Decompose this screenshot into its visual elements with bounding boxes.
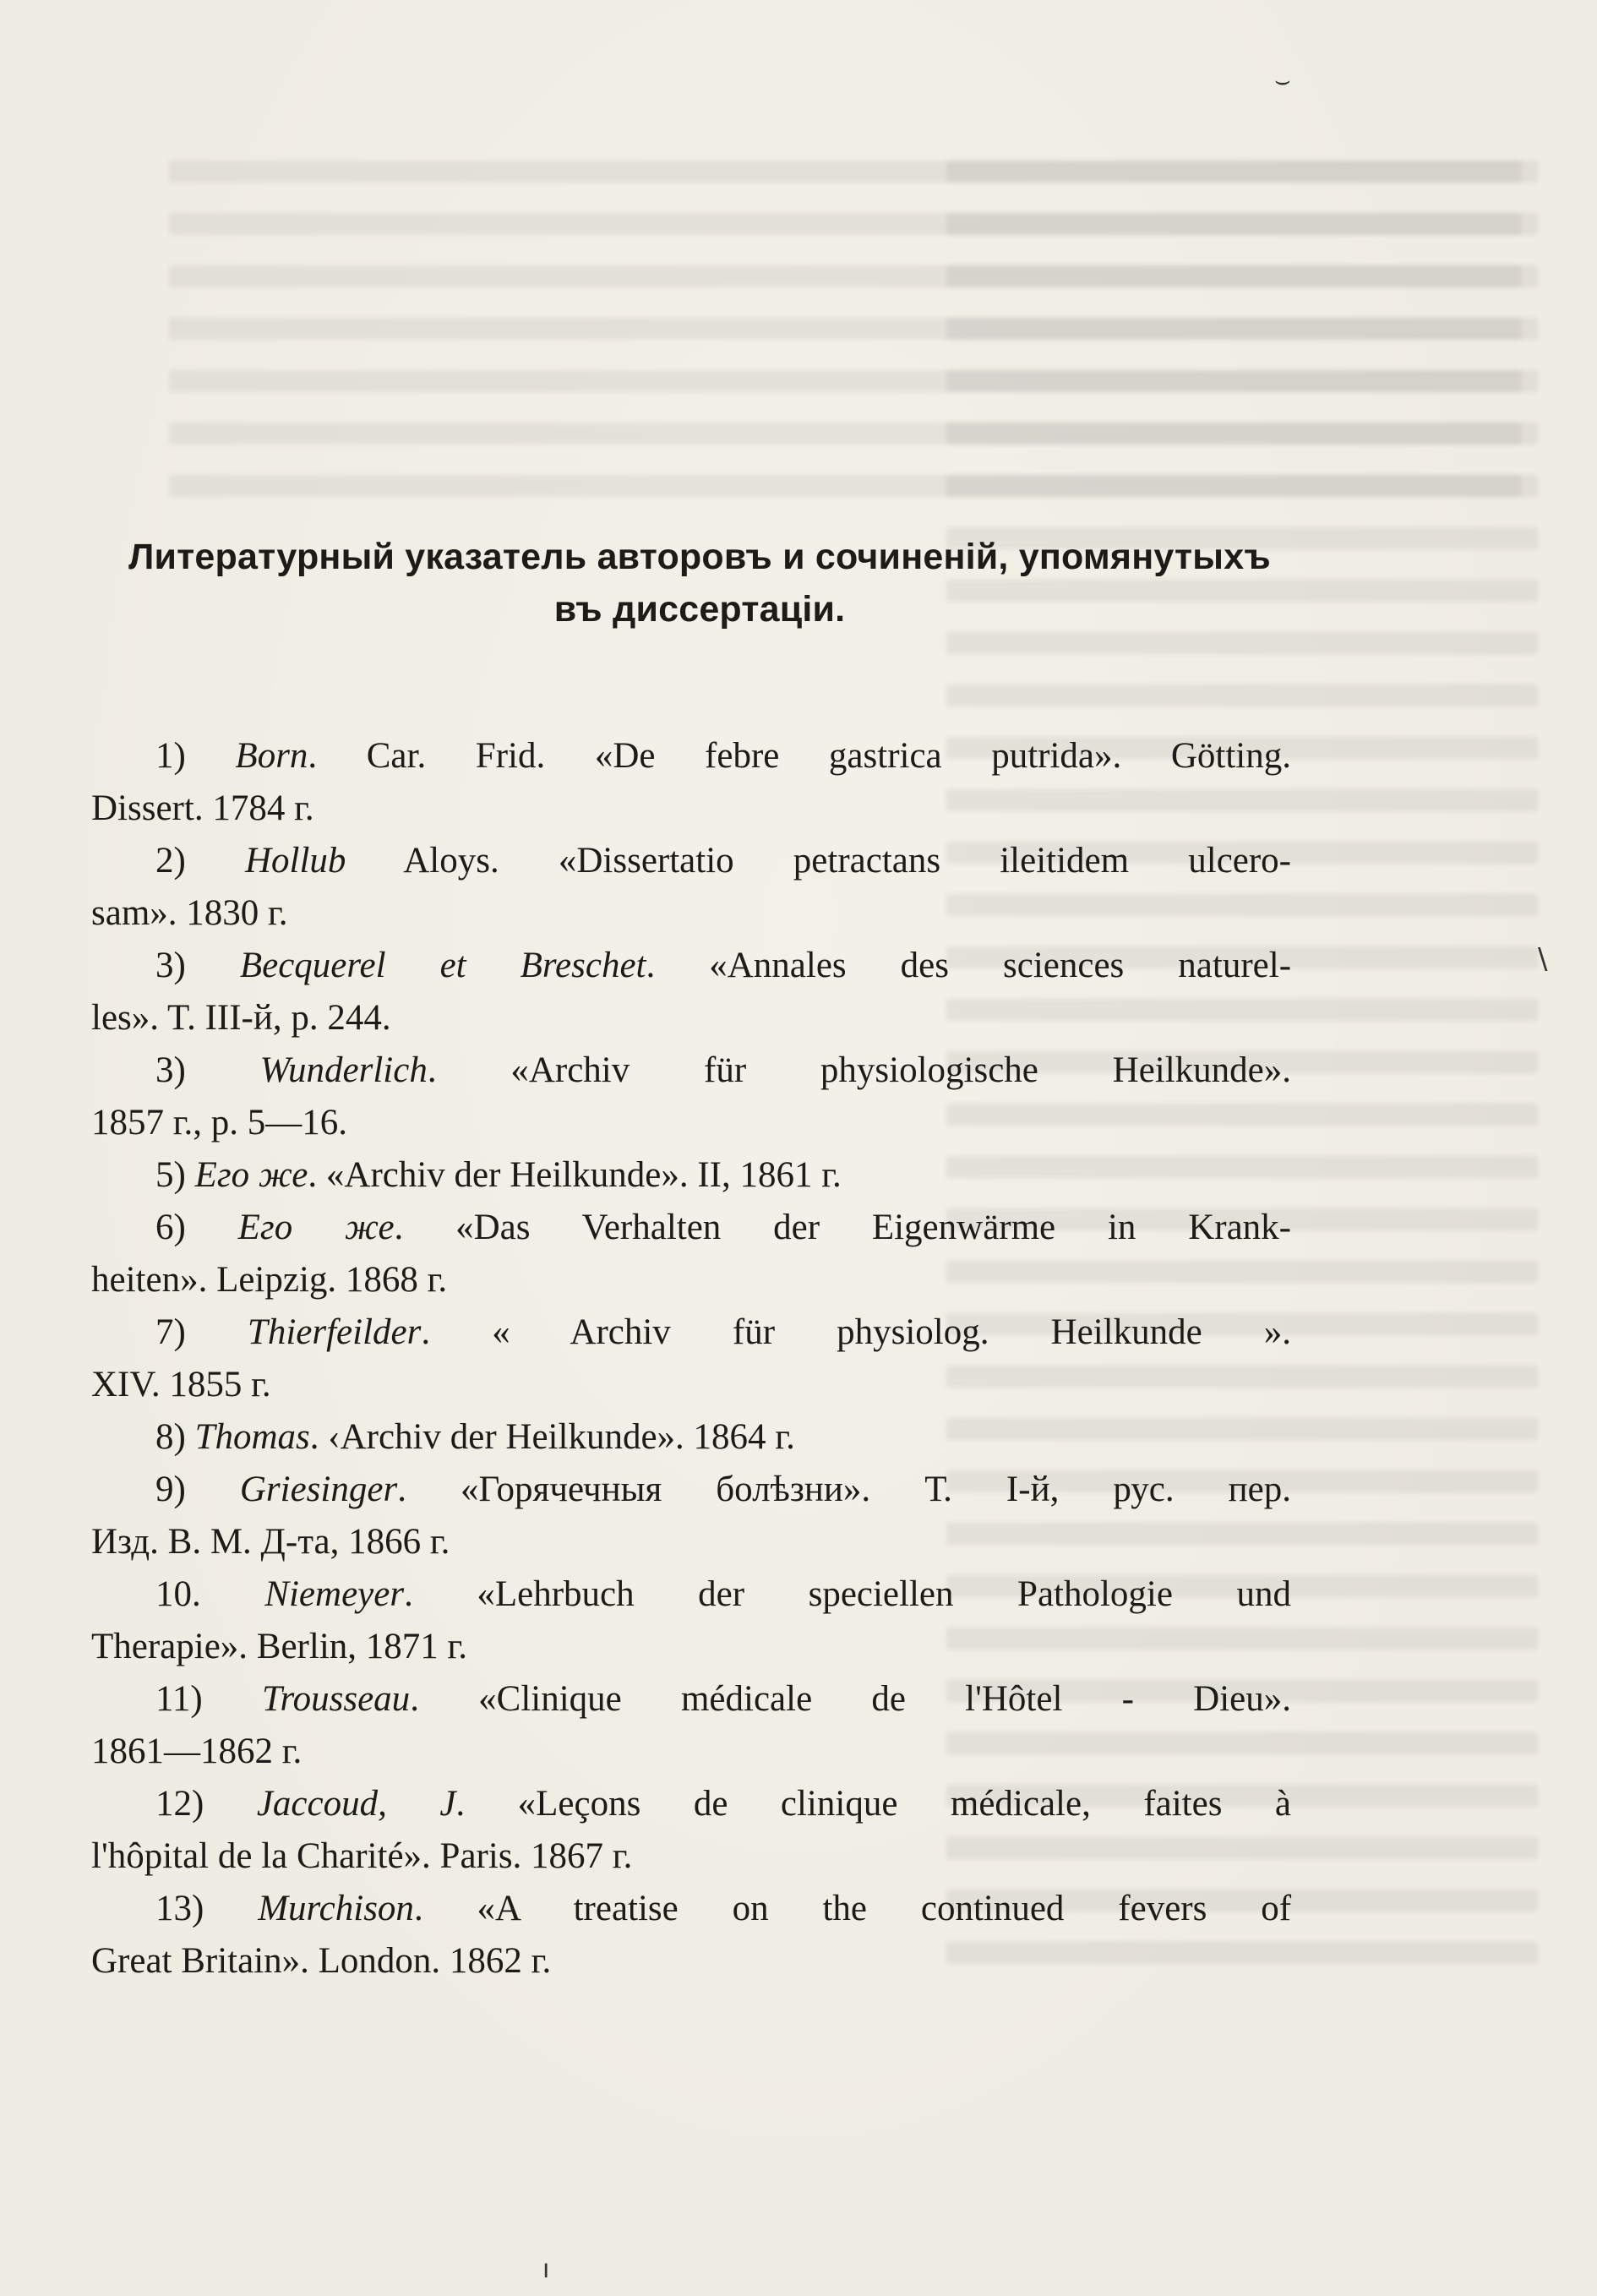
reference-line-1 bbox=[91, 940, 1291, 992]
reference-author: Trousseau bbox=[261, 1679, 411, 1719]
reference-line-2: 1857 г., p. 5—16. bbox=[91, 1103, 348, 1143]
reference-title: . «Clinique médicale de l'Hôtel - Dieu». bbox=[410, 1679, 1291, 1719]
stray-mark: ⌣ bbox=[1274, 66, 1291, 95]
reference-author: Niemeyer bbox=[264, 1574, 405, 1614]
reference-number: 2) bbox=[155, 841, 186, 881]
reference-author: Murchison bbox=[258, 1889, 414, 1928]
reference-title: . «Archiv für physiologische Heilkunde». bbox=[427, 1050, 1292, 1090]
reference-line-2: XIV. 1855 г. bbox=[91, 1365, 271, 1404]
reference-line-2: Therapie». Berlin, 1871 г. bbox=[91, 1627, 468, 1666]
reference-line-1 bbox=[91, 1883, 1291, 1935]
reference-item bbox=[91, 1044, 1291, 1149]
reference-author: Hollub bbox=[244, 841, 346, 881]
reference-title: . « Archiv für physiolog. Heilkunde ». bbox=[421, 1312, 1292, 1352]
reference-item bbox=[91, 1673, 1291, 1778]
reference-author: Griesinger bbox=[239, 1470, 398, 1509]
reference-line-2: Great Britain». London. 1862 г. bbox=[91, 1941, 552, 1981]
reference-line-1 bbox=[91, 730, 1291, 783]
reference-line-1 bbox=[91, 1202, 1291, 1254]
reference-line-1 bbox=[91, 1306, 1291, 1359]
reference-line-1 bbox=[91, 1044, 1291, 1097]
reference-line-2: Изд. В. М. Д-та, 1866 г. bbox=[91, 1522, 450, 1562]
reference-item bbox=[91, 1464, 1291, 1568]
reference-author: Его же bbox=[237, 1208, 395, 1247]
reference-title: . «Das Verhalten der Eigenwärme in Krank- bbox=[394, 1208, 1291, 1247]
reference-line-1 bbox=[91, 1673, 1291, 1726]
reference-line-2: 1861—1862 г. bbox=[91, 1732, 303, 1771]
reference-list bbox=[91, 730, 1291, 1988]
title-line-1: Литературный указатель авторовъ и сочиненій, упомянутыхъ bbox=[128, 537, 1271, 577]
reference-title: . «Leçons de clinique médicale, faites à bbox=[455, 1784, 1292, 1824]
reference-number: 9) bbox=[155, 1470, 186, 1509]
reference-number: 5) bbox=[155, 1155, 186, 1195]
reference-title: . Car. Frid. «De febre gastrica putrida». Götting. bbox=[308, 736, 1291, 776]
reference-number: 6) bbox=[155, 1208, 186, 1247]
reference-line-2: Dissert. 1784 г. bbox=[91, 788, 314, 828]
reference-author: Jaccoud, J bbox=[256, 1784, 456, 1824]
reference-title: . «Archiv der Heilkunde». II, 1861 г. bbox=[308, 1155, 842, 1195]
reference-item bbox=[91, 1202, 1291, 1306]
reference-author: Becquerel et Breschet bbox=[239, 946, 646, 985]
reference-line-1 bbox=[91, 835, 1291, 887]
reference-author: Thierfeilder bbox=[247, 1312, 422, 1352]
reference-item bbox=[91, 940, 1291, 1044]
reference-number: 11) bbox=[155, 1679, 203, 1719]
reference-number: 8) bbox=[155, 1417, 186, 1457]
reference-item bbox=[91, 1883, 1291, 1988]
title-line-2: въ диссертаціи. bbox=[553, 589, 846, 630]
reference-title: . ‹Archiv der Heilkunde». 1864 г. bbox=[309, 1417, 795, 1457]
reference-title: Aloys. «Dissertatio petractans ileitidem ulcero- bbox=[346, 841, 1291, 881]
stray-mark: ı bbox=[542, 2255, 550, 2284]
reference-number: 1) bbox=[155, 736, 186, 776]
reference-line-1 bbox=[91, 1411, 1291, 1464]
reference-line-1 bbox=[91, 1568, 1291, 1621]
reference-line-1 bbox=[91, 1778, 1291, 1830]
reference-line-2: heiten». Leipzig. 1868 г. bbox=[91, 1260, 448, 1300]
reference-author: Thomas bbox=[194, 1417, 310, 1457]
reference-item bbox=[91, 1411, 1291, 1464]
reference-number: 12) bbox=[155, 1784, 204, 1824]
reference-line-1 bbox=[91, 1149, 1291, 1202]
reference-item bbox=[91, 1568, 1291, 1673]
page-title bbox=[91, 531, 1308, 635]
reference-title: . «Lehrbuch der speciellen Pathologie und bbox=[404, 1574, 1291, 1614]
reference-item bbox=[91, 1149, 1291, 1202]
reference-author: Born bbox=[235, 736, 308, 776]
reference-item bbox=[91, 1306, 1291, 1411]
reference-title: . «A treatise on the continued fevers of bbox=[413, 1889, 1292, 1928]
reference-item bbox=[91, 835, 1291, 940]
reference-line-1 bbox=[91, 1464, 1291, 1516]
reference-author: Его же bbox=[194, 1155, 308, 1195]
reference-number: 3) bbox=[155, 1050, 186, 1090]
reference-item bbox=[91, 730, 1291, 835]
reference-line-2: l'hôpital de la Charité». Paris. 1867 г. bbox=[91, 1836, 633, 1876]
reference-number: 3) bbox=[155, 946, 186, 985]
reference-title: . «Горячечныя болѣзни». Т. I-й, рус. пер. bbox=[397, 1470, 1291, 1509]
reference-author: Wunderlich bbox=[259, 1050, 428, 1090]
stray-mark: \ bbox=[1538, 942, 1548, 976]
reference-title: . «Annales des sciences naturel- bbox=[646, 946, 1292, 985]
reference-line-2: sam». 1830 г. bbox=[91, 893, 288, 933]
reference-item bbox=[91, 1778, 1291, 1883]
reference-number: 10. bbox=[155, 1574, 201, 1614]
reference-line-2: les». T. III-й, p. 244. bbox=[91, 998, 391, 1038]
reference-number: 13) bbox=[155, 1889, 204, 1928]
reference-number: 7) bbox=[155, 1312, 186, 1352]
